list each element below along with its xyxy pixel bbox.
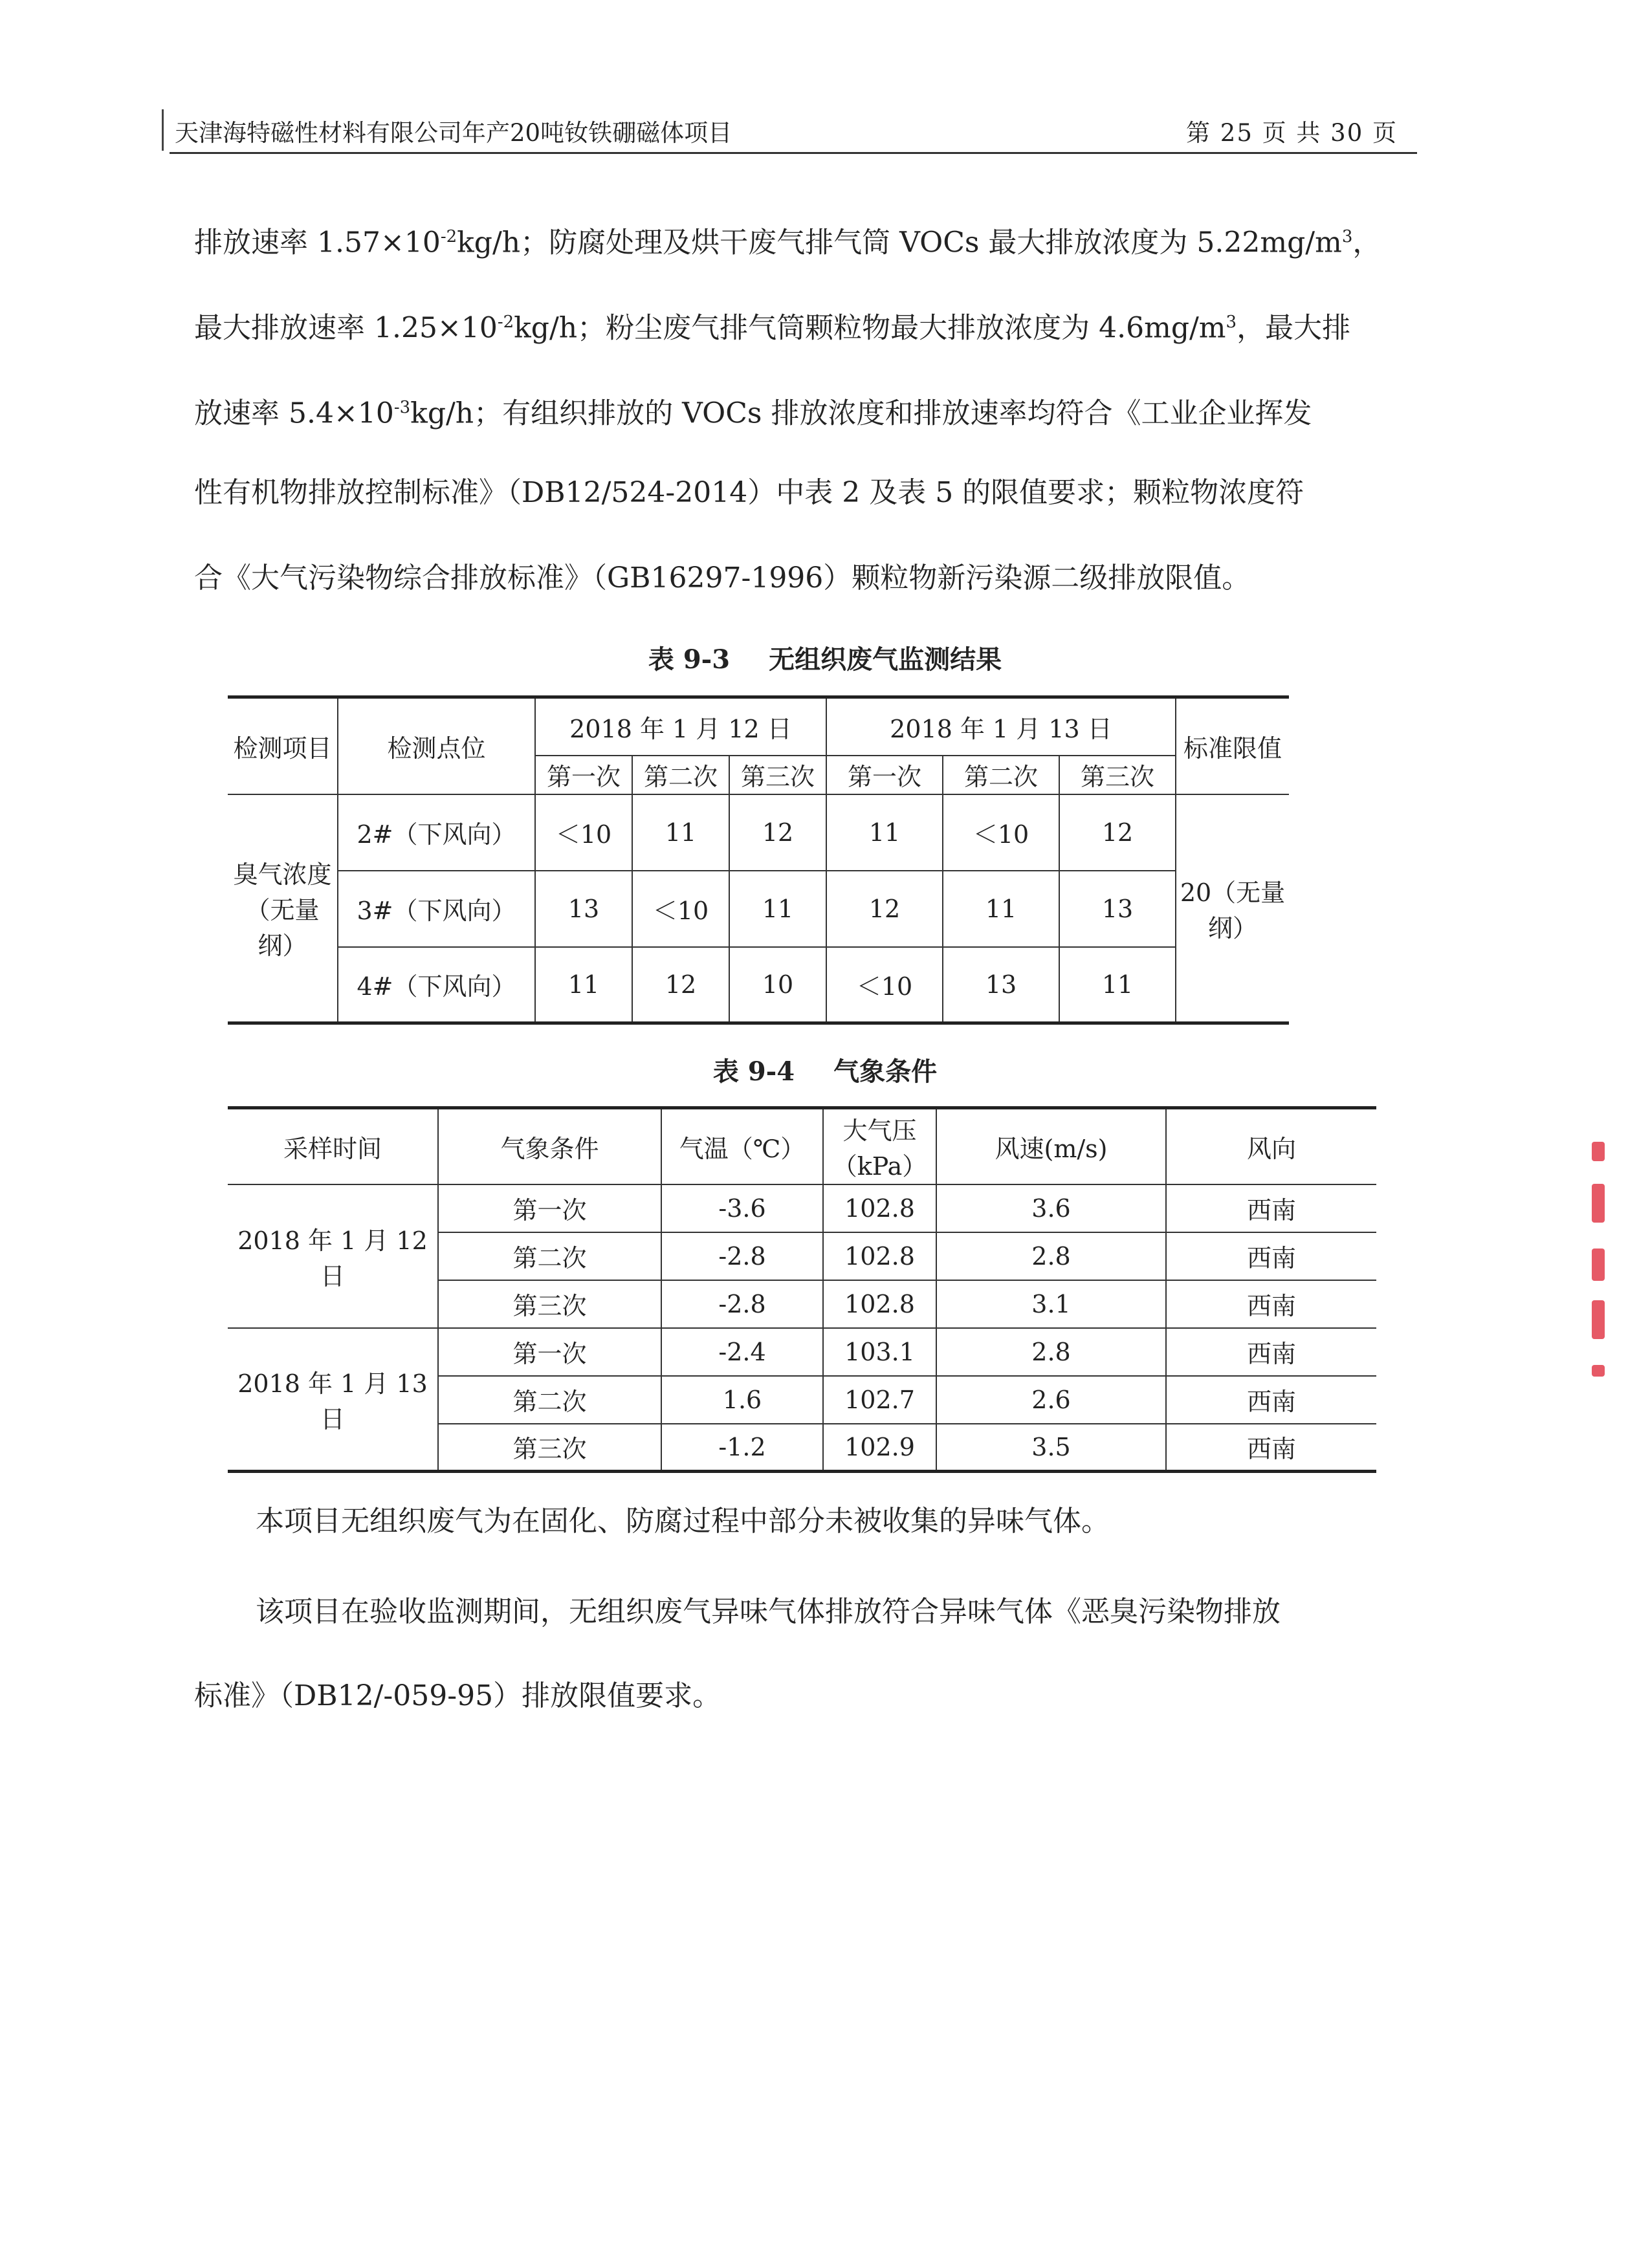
pressure-cell: 102.8 bbox=[823, 1280, 936, 1328]
sample-date: 2018 年 1 月 13 日 bbox=[228, 1328, 438, 1472]
wind-speed-cell: 2.6 bbox=[936, 1376, 1166, 1424]
wind-speed-cell: 3.5 bbox=[936, 1424, 1166, 1472]
intro-line-1: 排放速率 $1.57\times 10^{-2}kg/h$；防腐处理及烘干废气排气筒 VOCs 最大排放浓度为 $5.22mg/m^3$， bbox=[194, 226, 1381, 259]
header-run: 第二次 bbox=[943, 756, 1059, 794]
item-name: 臭气浓度（无量纲） bbox=[228, 794, 338, 1023]
wind-speed-cell: 3.1 bbox=[936, 1280, 1166, 1328]
header-rule-mark bbox=[162, 109, 164, 151]
value-cell: 13 bbox=[535, 871, 632, 947]
page-header bbox=[170, 107, 1417, 154]
table-row bbox=[228, 947, 1289, 1023]
wind-speed-cell: 3.6 bbox=[936, 1184, 1166, 1232]
table-row bbox=[228, 1328, 1376, 1376]
temp-cell: -2.4 bbox=[661, 1328, 823, 1376]
header-title: 天津海特磁性材料有限公司年产20吨钕铁硼磁体项目 bbox=[175, 119, 732, 147]
run-cell: 第一次 bbox=[438, 1184, 661, 1232]
table-9-4-caption bbox=[0, 1051, 1650, 1088]
header-run: 第二次 bbox=[632, 756, 729, 794]
wind-dir-cell: 西南 bbox=[1166, 1232, 1376, 1280]
intro-line-2: 最大排放速率 $1.25\times 10^{-2}kg/h$；粉尘废气排气筒颗粒物最大排放浓度为 $4.6mg/m^3$，最大排 bbox=[194, 311, 1351, 345]
header-run: 第一次 bbox=[826, 756, 943, 794]
value-cell: ＜10 bbox=[943, 794, 1059, 871]
header-run: 第三次 bbox=[729, 756, 826, 794]
table-row bbox=[228, 794, 1289, 871]
wind-dir-cell: 西南 bbox=[1166, 1280, 1376, 1328]
header-temperature: 气温（℃） bbox=[661, 1108, 823, 1184]
pressure-cell: 102.8 bbox=[823, 1184, 936, 1232]
header-run: 第三次 bbox=[1059, 756, 1176, 794]
run-cell: 第三次 bbox=[438, 1280, 661, 1328]
pressure-cell: 102.9 bbox=[823, 1424, 936, 1472]
intro-line-3: 放速率 $5.4\times 10^{-3}kg/h$；有组织排放的 VOCs 排放浓度和排放速率均符合《工业企业挥发 bbox=[194, 397, 1312, 430]
header-item: 检测项目 bbox=[228, 697, 338, 794]
run-cell: 第一次 bbox=[438, 1328, 661, 1376]
value-cell: 11 bbox=[826, 794, 943, 871]
value-cell: 13 bbox=[1059, 871, 1176, 947]
limit-value: 20（无量纲） bbox=[1176, 794, 1289, 1023]
caption-number: 表 9-3 bbox=[648, 644, 731, 675]
header-limit: 标准限值 bbox=[1176, 697, 1289, 794]
conclusion-paragraph-1: 本项目无组织废气为在固化、防腐过程中部分未被收集的异味气体。 bbox=[256, 1505, 1110, 1538]
temp-cell: 1.6 bbox=[661, 1376, 823, 1424]
table-row bbox=[228, 1184, 1376, 1232]
value-cell: 12 bbox=[729, 794, 826, 871]
value-cell: 12 bbox=[1059, 794, 1176, 871]
table-row bbox=[228, 871, 1289, 947]
run-cell: 第三次 bbox=[438, 1424, 661, 1472]
header-sample-time: 采样时间 bbox=[228, 1108, 438, 1184]
sample-date: 2018 年 1 月 12 日 bbox=[228, 1184, 438, 1328]
header-point: 检测点位 bbox=[338, 697, 535, 794]
point-cell: 2#（下风向） bbox=[338, 794, 535, 871]
odor-monitoring-table bbox=[228, 695, 1289, 1025]
wind-dir-cell: 西南 bbox=[1166, 1328, 1376, 1376]
value-cell: 10 bbox=[729, 947, 826, 1023]
header-run: 第一次 bbox=[535, 756, 632, 794]
pressure-cell: 103.1 bbox=[823, 1328, 936, 1376]
value-cell: 11 bbox=[632, 794, 729, 871]
conclusion-paragraph-2-cont: 标准》（DB12/-059-95）排放限值要求。 bbox=[194, 1679, 721, 1712]
value-cell: ＜10 bbox=[826, 947, 943, 1023]
value-cell: 13 bbox=[943, 947, 1059, 1023]
stamp-fragment bbox=[1592, 1300, 1605, 1339]
wind-dir-cell: 西南 bbox=[1166, 1376, 1376, 1424]
header-condition: 气象条件 bbox=[438, 1108, 661, 1184]
intro-line-4: 性有机物排放控制标准》（DB12/524-2014）中表 2 及表 5 的限值要求；颗粒物浓度符 bbox=[194, 476, 1304, 509]
temp-cell: -2.8 bbox=[661, 1280, 823, 1328]
stamp-fragment bbox=[1592, 1365, 1605, 1377]
value-cell: ＜10 bbox=[632, 871, 729, 947]
value-cell: 11 bbox=[729, 871, 826, 947]
weather-conditions-table bbox=[228, 1106, 1376, 1473]
value-cell: ＜10 bbox=[535, 794, 632, 871]
page-number: 第 25 页 共 30 页 bbox=[1186, 119, 1398, 147]
wind-speed-cell: 2.8 bbox=[936, 1328, 1166, 1376]
pressure-cell: 102.8 bbox=[823, 1232, 936, 1280]
temp-cell: -3.6 bbox=[661, 1184, 823, 1232]
stamp-fragment bbox=[1592, 1142, 1605, 1161]
header-wind-speed: 风速(m/s) bbox=[936, 1108, 1166, 1184]
pressure-cell: 102.7 bbox=[823, 1376, 936, 1424]
value-cell: 11 bbox=[1059, 947, 1176, 1023]
header-date-2: 2018 年 1 月 13 日 bbox=[826, 697, 1176, 756]
wind-speed-cell: 2.8 bbox=[936, 1232, 1166, 1280]
wind-dir-cell: 西南 bbox=[1166, 1184, 1376, 1232]
temp-cell: -1.2 bbox=[661, 1424, 823, 1472]
table-9-3-caption bbox=[0, 639, 1650, 676]
run-cell: 第二次 bbox=[438, 1376, 661, 1424]
value-cell: 12 bbox=[826, 871, 943, 947]
caption-title: 气象条件 bbox=[833, 1056, 938, 1087]
point-cell: 3#（下风向） bbox=[338, 871, 535, 947]
header-wind-direction: 风向 bbox=[1166, 1108, 1376, 1184]
wind-dir-cell: 西南 bbox=[1166, 1424, 1376, 1472]
header-pressure: 大气压（kPa） bbox=[823, 1108, 936, 1184]
temp-cell: -2.8 bbox=[661, 1232, 823, 1280]
run-cell: 第二次 bbox=[438, 1232, 661, 1280]
stamp-fragment bbox=[1592, 1184, 1605, 1223]
value-cell: 12 bbox=[632, 947, 729, 1023]
caption-title: 无组织废气监测结果 bbox=[769, 644, 1002, 675]
value-cell: 11 bbox=[943, 871, 1059, 947]
point-cell: 4#（下风向） bbox=[338, 947, 535, 1023]
intro-line-5: 合《大气污染物综合排放标准》（GB16297-1996）颗粒物新污染源二级排放限值。 bbox=[194, 562, 1251, 594]
conclusion-paragraph-2: 该项目在验收监测期间，无组织废气异味气体排放符合异味气体《恶臭污染物排放 bbox=[256, 1595, 1281, 1628]
stamp-fragment bbox=[1592, 1248, 1605, 1281]
caption-number: 表 9-4 bbox=[712, 1056, 795, 1087]
value-cell: 11 bbox=[535, 947, 632, 1023]
header-date-1: 2018 年 1 月 12 日 bbox=[535, 697, 826, 756]
